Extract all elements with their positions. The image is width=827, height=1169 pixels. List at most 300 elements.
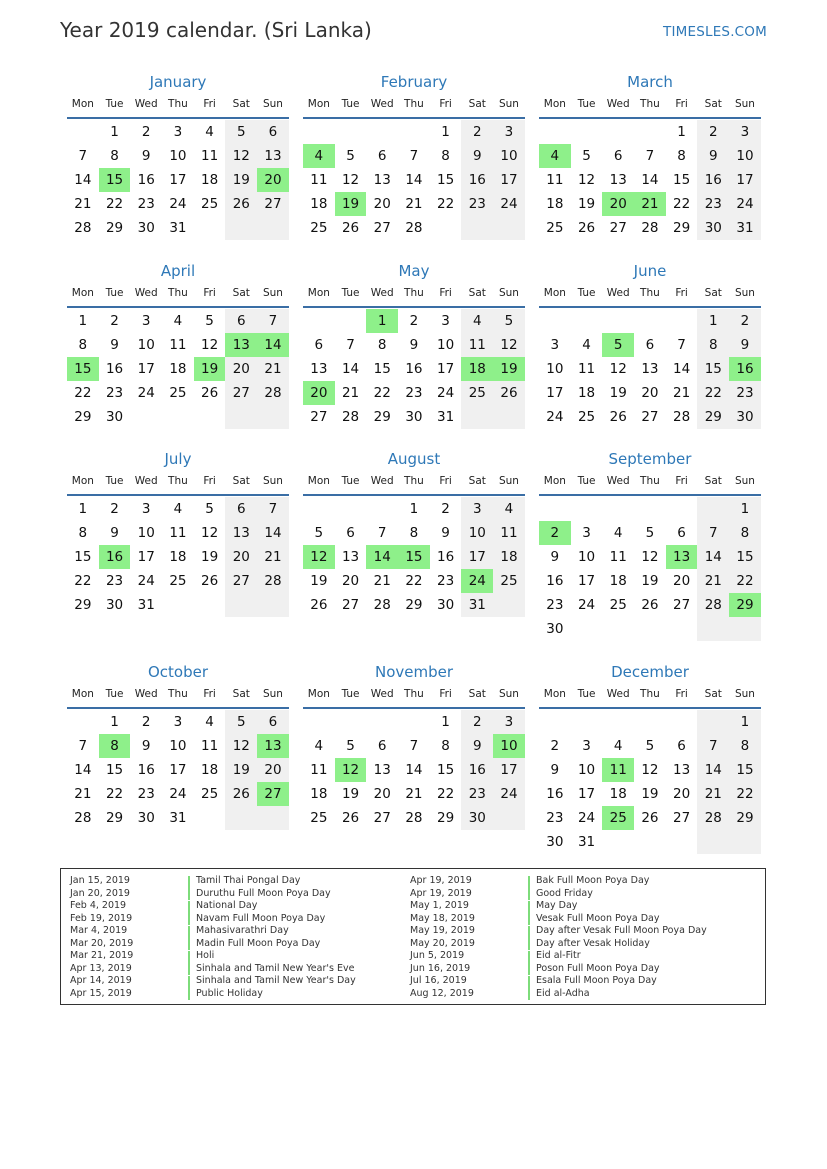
holiday-name: Esala Full Moon Poya Day (536, 975, 657, 986)
day-cell: 20 (673, 786, 691, 802)
holiday-name: Good Friday (536, 887, 593, 899)
empty-cell (67, 710, 99, 734)
day-cell: 14 (697, 758, 729, 782)
day-cell: 3 (461, 497, 493, 521)
holiday-name: Mahasivarathri Day (196, 925, 289, 936)
weekday-label: Fri (203, 688, 216, 700)
empty-cell (666, 617, 698, 641)
empty-cell (697, 497, 729, 521)
weekday-label: Tue (341, 688, 360, 700)
day-cell: 21 (697, 569, 729, 593)
weekday-label: Sun (498, 688, 519, 700)
empty-cell (697, 617, 729, 641)
holiday-day-cell: 20 (602, 192, 634, 216)
empty-cell (666, 830, 698, 854)
holiday-date: Apr 19, 2019 (410, 875, 472, 886)
weekday-label: Wed (370, 475, 394, 487)
day-cell: 11 (577, 361, 596, 377)
day-cell: 10 (577, 549, 596, 565)
day-cell: 29 (74, 597, 92, 613)
holiday-marker (528, 951, 530, 963)
day-cell: 17 (437, 361, 455, 377)
day-cell: 8 (377, 337, 387, 353)
holiday-legend-item (410, 900, 707, 913)
day-cell: 18 (609, 786, 627, 802)
day-cell: 27 (225, 381, 257, 405)
holiday-date: Aug 12, 2019 (410, 987, 474, 999)
weekday-label: Sat (704, 475, 722, 487)
day-grid (303, 710, 525, 830)
day-cell: 22 (373, 385, 391, 401)
holiday-day-cell: 25 (602, 806, 634, 830)
weekday-label: Thu (640, 475, 660, 487)
day-cell: 12 (225, 734, 257, 758)
day-cell: 11 (609, 549, 627, 565)
empty-cell (697, 710, 729, 734)
day-cell: 3 (173, 124, 183, 140)
day-cell: 19 (341, 786, 360, 802)
holiday-date: Mar 4, 2019 (70, 925, 128, 936)
empty-cell (634, 309, 666, 333)
holiday-legend-item (70, 925, 356, 938)
holiday-marker (528, 901, 530, 913)
holiday-day-cell: 20 (303, 381, 335, 405)
empty-cell (634, 617, 666, 641)
empty-cell (539, 309, 571, 333)
day-cell: 31 (437, 409, 455, 425)
weekday-label: Thu (168, 287, 188, 299)
day-cell: 31 (461, 593, 493, 617)
holiday-day-cell: 27 (257, 782, 289, 806)
empty-cell (571, 710, 603, 734)
day-cell: 17 (546, 385, 564, 401)
weekday-label: Tue (577, 287, 596, 299)
day-cell: 1 (677, 124, 686, 140)
day-cell: 4 (613, 525, 623, 541)
weekday-label: Wed (370, 98, 394, 110)
day-cell: 15 (729, 758, 761, 782)
day-cell: 20 (341, 573, 360, 589)
day-cell: 2 (141, 124, 151, 140)
empty-cell (303, 497, 335, 521)
weekday-label: Mon (71, 98, 94, 110)
day-cell: 1 (729, 710, 761, 734)
day-cell: 2 (461, 710, 493, 734)
day-cell: 18 (609, 573, 627, 589)
weekday-label: Sun (498, 475, 519, 487)
weekday-label: Sun (262, 98, 283, 110)
weekday-label: Fri (439, 688, 452, 700)
weekday-label: Fri (203, 98, 216, 110)
day-cell: 10 (169, 148, 187, 164)
day-cell: 14 (405, 762, 423, 778)
day-cell: 6 (314, 337, 324, 353)
day-cell: 20 (257, 758, 289, 782)
weekday-label: Sun (262, 688, 283, 700)
day-cell: 29 (74, 409, 92, 425)
day-cell: 1 (729, 497, 761, 521)
month-march (539, 72, 761, 240)
page-title: Year 2019 calendar. (Sri Lanka) (60, 18, 372, 42)
day-cell: 24 (729, 192, 761, 216)
holiday-date: Apr 13, 2019 (70, 962, 132, 974)
day-cell: 4 (613, 738, 623, 754)
weekday-label: Wed (134, 98, 158, 110)
holiday-name: Eid al-Fitr (536, 950, 581, 961)
empty-cell (602, 497, 634, 521)
day-cell: 3 (729, 120, 761, 144)
day-cell: 22 (437, 196, 455, 212)
day-cell: 23 (697, 192, 729, 216)
holiday-legend-item (410, 925, 707, 938)
day-cell: 14 (405, 172, 423, 188)
holiday-date: Jan 15, 2019 (70, 875, 130, 886)
day-cell: 28 (257, 381, 289, 405)
empty-cell (634, 497, 666, 521)
day-cell: 3 (493, 710, 525, 734)
weekday-label: Sat (232, 475, 250, 487)
day-cell: 20 (373, 786, 391, 802)
weekday-label: Tue (577, 98, 596, 110)
holiday-name: Day after Vesak Holiday (536, 937, 650, 949)
empty-cell (225, 806, 257, 830)
holiday-day-cell: 12 (335, 758, 367, 782)
day-cell: 30 (405, 409, 423, 425)
empty-cell (257, 216, 289, 240)
holiday-date: May 19, 2019 (410, 925, 475, 936)
month-divider (303, 306, 525, 308)
day-cell: 3 (550, 337, 560, 353)
day-cell: 7 (346, 337, 355, 353)
day-cell: 6 (645, 337, 655, 353)
weekday-label: Sat (704, 287, 722, 299)
weekday-label: Mon (543, 287, 566, 299)
day-cell: 6 (677, 738, 686, 754)
day-cell: 20 (373, 196, 391, 212)
weekday-label: Sat (232, 287, 250, 299)
holiday-day-cell: 21 (634, 192, 666, 216)
holiday-legend-item (70, 988, 356, 1001)
holiday-marker (188, 988, 190, 1000)
day-cell: 21 (673, 385, 691, 401)
day-cell: 15 (437, 762, 455, 778)
day-cell: 11 (310, 762, 328, 778)
day-cell: 29 (673, 220, 691, 236)
day-grid (67, 710, 289, 830)
empty-cell (571, 309, 603, 333)
empty-cell (602, 830, 634, 854)
holiday-day-cell: 16 (729, 357, 761, 381)
holiday-name: Sinhala and Tamil New Year's Day (196, 975, 356, 986)
day-cell: 5 (225, 120, 257, 144)
holiday-date: May 1, 2019 (410, 900, 469, 911)
day-cell: 18 (201, 172, 219, 188)
holiday-day-cell: 15 (99, 168, 131, 192)
weekday-label: Sun (498, 98, 519, 110)
day-cell: 9 (461, 734, 493, 758)
weekday-header (539, 686, 761, 702)
day-cell: 18 (546, 196, 564, 212)
day-cell: 13 (373, 172, 391, 188)
day-cell: 29 (405, 597, 423, 613)
holiday-name: Public Holiday (196, 987, 263, 999)
day-cell: 26 (225, 192, 257, 216)
holiday-day-cell: 14 (257, 333, 289, 357)
day-cell: 25 (169, 385, 187, 401)
day-cell: 23 (546, 810, 564, 826)
day-cell: 6 (346, 525, 355, 541)
weekday-label: Sun (262, 475, 283, 487)
day-grid (303, 309, 525, 429)
empty-cell (398, 120, 430, 144)
weekday-label: Wed (606, 475, 630, 487)
empty-cell (162, 593, 194, 617)
day-cell: 9 (441, 525, 450, 541)
month-january (67, 72, 289, 240)
day-cell: 2 (550, 738, 560, 754)
weekday-label: Thu (404, 287, 424, 299)
holiday-marker (188, 951, 190, 963)
day-cell: 1 (441, 714, 450, 730)
day-cell: 27 (673, 597, 691, 613)
day-cell: 29 (105, 220, 124, 236)
holiday-name: Holi (196, 950, 215, 961)
day-cell: 30 (105, 597, 124, 613)
site-link[interactable]: TIMESLES.COM (663, 24, 767, 40)
day-cell: 22 (74, 573, 92, 589)
weekday-label: Fri (675, 98, 688, 110)
day-cell: 28 (257, 569, 289, 593)
holiday-name: Navam Full Moon Poya Day (196, 912, 326, 924)
weekday-label: Thu (640, 688, 660, 700)
day-cell: 16 (137, 762, 155, 778)
day-cell: 8 (729, 521, 761, 545)
day-cell: 30 (137, 220, 155, 236)
empty-cell (634, 710, 666, 734)
day-cell: 1 (110, 124, 119, 140)
weekday-label: Sat (232, 688, 250, 700)
holiday-marker (188, 963, 190, 975)
day-cell: 5 (346, 738, 355, 754)
day-cell: 22 (74, 385, 92, 401)
month-divider (67, 494, 289, 496)
holiday-day-cell: 20 (257, 168, 289, 192)
day-cell: 9 (461, 144, 493, 168)
empty-cell (303, 710, 335, 734)
holiday-legend-item (410, 950, 707, 963)
month-divider (303, 707, 525, 709)
empty-cell (366, 710, 398, 734)
day-cell: 8 (78, 337, 88, 353)
holiday-date: Jun 16, 2019 (410, 962, 471, 974)
day-cell: 25 (169, 573, 187, 589)
day-cell: 18 (493, 545, 525, 569)
holiday-marker (528, 988, 530, 1000)
weekday-header (67, 96, 289, 112)
month-april (67, 261, 289, 429)
day-cell: 24 (577, 597, 596, 613)
day-cell: 13 (310, 361, 328, 377)
holiday-date: Jun 5, 2019 (410, 950, 465, 961)
month-divider (539, 494, 761, 496)
month-name: May (398, 262, 430, 280)
day-cell: 16 (437, 549, 455, 565)
empty-cell (539, 120, 571, 144)
day-cell: 17 (169, 172, 187, 188)
day-cell: 1 (697, 309, 729, 333)
day-grid (67, 120, 289, 240)
day-cell: 4 (314, 738, 324, 754)
empty-cell (697, 830, 729, 854)
weekday-header (539, 285, 761, 301)
weekday-label: Mon (543, 475, 566, 487)
day-cell: 15 (729, 545, 761, 569)
day-cell: 5 (225, 710, 257, 734)
month-name: November (374, 663, 454, 681)
day-cell: 23 (546, 597, 564, 613)
weekday-label: Sun (734, 287, 755, 299)
day-cell: 30 (729, 405, 761, 429)
month-name: April (160, 262, 196, 280)
day-cell: 17 (461, 545, 493, 569)
day-cell: 19 (225, 168, 257, 192)
day-cell: 8 (441, 148, 450, 164)
day-cell: 26 (577, 220, 596, 236)
weekday-header (539, 473, 761, 489)
day-cell: 25 (310, 810, 328, 826)
holiday-legend-item (70, 900, 356, 913)
day-cell: 6 (377, 738, 387, 754)
day-cell: 22 (673, 196, 691, 212)
day-cell: 26 (641, 597, 659, 613)
day-cell: 28 (74, 220, 92, 236)
holiday-marker (528, 913, 530, 925)
weekday-label: Sat (704, 98, 722, 110)
day-cell: 22 (729, 782, 761, 806)
empty-cell (461, 216, 493, 240)
day-cell: 10 (493, 144, 525, 168)
month-october (67, 662, 289, 830)
day-cell: 25 (201, 786, 219, 802)
month-december (539, 662, 761, 854)
holiday-name: Eid al-Adha (536, 987, 590, 999)
holiday-name: Day after Vesak Full Moon Poya Day (536, 925, 707, 936)
day-cell: 12 (609, 361, 627, 377)
day-cell: 12 (201, 337, 219, 353)
holiday-date: May 18, 2019 (410, 912, 475, 924)
day-cell: 23 (105, 573, 124, 589)
day-cell: 6 (677, 525, 686, 541)
holiday-legend-item (410, 988, 707, 1001)
weekday-header (67, 686, 289, 702)
day-grid (539, 497, 761, 641)
day-cell: 7 (78, 738, 88, 754)
weekday-label: Thu (168, 688, 188, 700)
holiday-day-cell: 4 (539, 144, 571, 168)
day-cell: 14 (673, 361, 691, 377)
month-name: September (608, 450, 692, 468)
holiday-legend-item (70, 975, 356, 988)
weekday-label: Sun (262, 287, 283, 299)
day-cell: 12 (493, 333, 525, 357)
month-divider (539, 707, 761, 709)
day-grid (539, 120, 761, 240)
day-cell: 23 (137, 196, 155, 212)
day-cell: 12 (577, 172, 596, 188)
holiday-legend-item (410, 875, 707, 888)
holiday-marker (528, 876, 530, 888)
day-cell: 25 (461, 381, 493, 405)
weekday-label: Tue (105, 287, 124, 299)
holiday-day-cell: 1 (366, 309, 398, 333)
day-cell: 10 (137, 525, 155, 541)
day-cell: 16 (105, 361, 124, 377)
day-cell: 13 (609, 172, 627, 188)
holiday-date: Feb 4, 2019 (70, 900, 127, 911)
day-cell: 23 (461, 192, 493, 216)
day-cell: 21 (74, 196, 92, 212)
holiday-date: Mar 21, 2019 (70, 950, 134, 961)
holiday-day-cell: 2 (539, 521, 571, 545)
day-cell: 5 (582, 148, 591, 164)
weekday-label: Sat (468, 98, 486, 110)
day-cell: 2 (110, 313, 119, 329)
holiday-day-cell: 10 (493, 734, 525, 758)
day-cell: 30 (546, 621, 564, 637)
weekday-header (303, 96, 525, 112)
day-cell: 3 (141, 313, 151, 329)
weekday-label: Sun (734, 688, 755, 700)
day-cell: 25 (310, 220, 328, 236)
day-cell: 10 (137, 337, 155, 353)
month-august (303, 449, 525, 617)
day-cell: 23 (461, 782, 493, 806)
empty-cell (225, 216, 257, 240)
day-cell: 8 (409, 525, 419, 541)
empty-cell (67, 120, 99, 144)
day-cell: 26 (341, 220, 360, 236)
weekday-label: Sat (468, 287, 486, 299)
day-cell: 29 (373, 409, 391, 425)
day-cell: 25 (493, 569, 525, 593)
day-cell: 17 (577, 786, 596, 802)
day-cell: 27 (225, 569, 257, 593)
weekday-label: Thu (640, 287, 660, 299)
empty-cell (602, 617, 634, 641)
day-cell: 30 (697, 216, 729, 240)
empty-cell (729, 617, 761, 641)
day-cell: 26 (341, 810, 360, 826)
day-cell: 29 (697, 405, 729, 429)
holiday-marker (188, 876, 190, 888)
holiday-day-cell: 19 (493, 357, 525, 381)
empty-cell (571, 120, 603, 144)
holiday-legend-item (410, 963, 707, 976)
empty-cell (335, 309, 367, 333)
day-cell: 19 (609, 385, 627, 401)
empty-cell (257, 593, 289, 617)
day-grid (539, 309, 761, 429)
weekday-label: Mon (307, 688, 330, 700)
day-cell: 17 (493, 758, 525, 782)
day-cell: 17 (493, 168, 525, 192)
day-cell: 11 (169, 525, 187, 541)
day-cell: 24 (493, 192, 525, 216)
empty-cell (493, 405, 525, 429)
day-cell: 9 (110, 525, 119, 541)
holiday-legend-item (410, 913, 707, 926)
day-cell: 3 (493, 120, 525, 144)
